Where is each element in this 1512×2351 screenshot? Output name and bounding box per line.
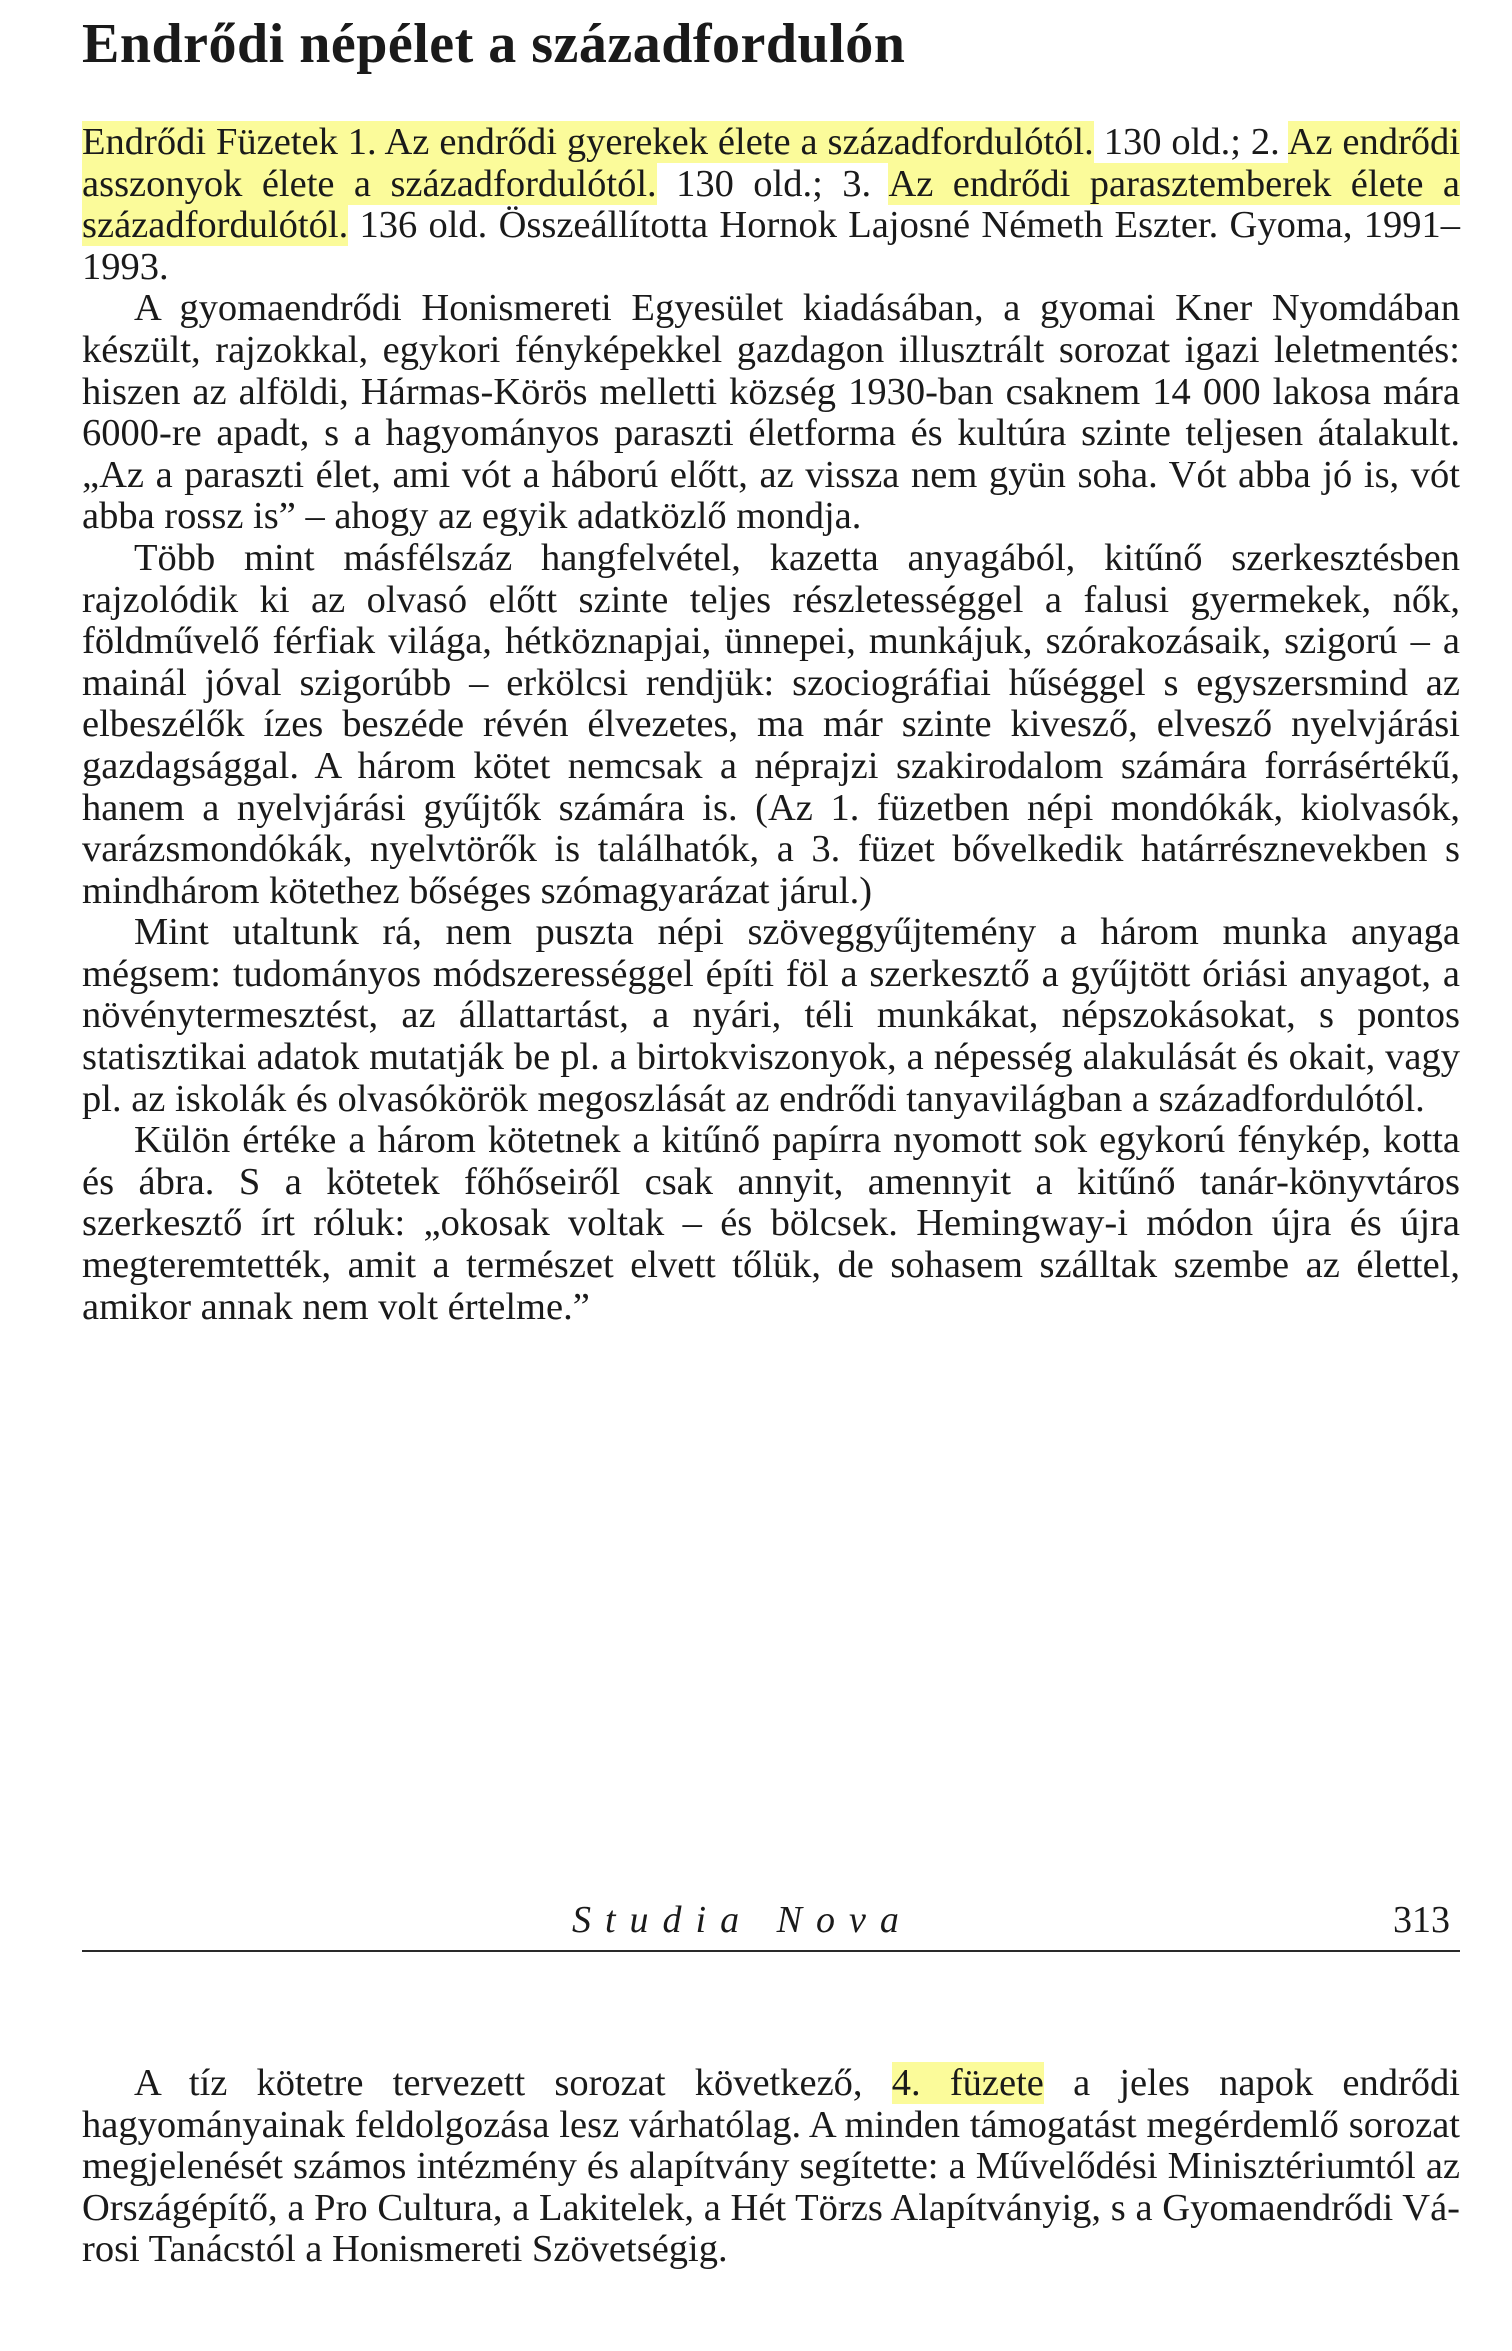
continuation-text: [82, 2063, 1460, 2271]
body-paragraph: Külön értéke a három kötetnek a kitűnő papírra nyomott sok egykorú fénykép, kotta és ábra. S a kötetek főhőseiről csak annyit, amennyit a kitűnő tanár-könyvtáros szerkesztő írt róluk: „okosak voltak – és bölcsek. Hemingway-i módon újra és újra megteremtették, amit a természet elvett tőlük, de sohasem szálltak szembe az élettel, amikor annak nem volt értelme.”: [82, 1119, 1460, 1328]
continuation-text-part: A tíz kötetre tervezett sorozat következő,: [134, 2062, 892, 2104]
continuation-text-part: a jeles napok endrődi hagyományainak feldolgozása lesz várhatólag. A minden támogatást megérdemlő sorozat megjelenését számos intézmény és alapítvány segítette: a Művelődési Minisztériumtól az Országépítő, a Pro Cultura, a Lakitelek, a Hét Törzs Alapítványig, s a Gyomaendrődi Városi Tanácstól a Honismereti Szövetségig.: [82, 2062, 1460, 2271]
citation-text: 130 old.; 2.: [1093, 121, 1288, 163]
highlighted-citation-volume-2: Az endrődi asszonyok élete a századfordulótól.: [82, 121, 1461, 205]
review-body: [82, 122, 1460, 1328]
body-paragraph: Több mint másfélszáz hangfelvétel, kazetta anyagából, kitűnő szerkesztésben rajzolódik ki az olvasó előtt szinte teljes részletességgel a falusi gyermekek, nők, földművelő férfiak világa, hétköznapjai, ünnepei, munkájuk, szórakozásaik, szigorú – a mainál jóval szigorúbb – erkölcsi rendjük: szociográfiai hűséggel s egyszersmind az elbeszélők ízes beszéde révén élvezetes, ma már szinte kivesző, elvesző nyelvjárási gazdagsággal. A három kötet nemcsak a néprajzi szakirodalom számára forrásértékű, hanem a nyelvjárási gyűjtők számára is. (Az 1. füzetben népi mondókák, kiolvasók, varázsmondókák, nyelvtörők is találhatók, a 3. füzet bővelkedik határrésznevekben s mindhárom kötethez bőséges szómagyarázat járul.): [82, 536, 1460, 912]
highlighted-citation-volume-1: Endrődi Füzetek 1. Az endrődi gyerekek élete a századfordulótól.: [82, 121, 1094, 163]
body-paragraph: Mint utaltunk rá, nem puszta népi szöveggyűjtemény a három munka anyaga mégsem: tudományos módszerességgel építi föl a szerkesztő a gyűjtött óriási anyagot, a növénytermesztést, az állattartást, a nyári, téli munkákat, népszokásokat, s pontos statisztikai adatok mutatják be pl. a birtokviszonyok, a népesség alakulását és okait, vagy pl. az iskolák és olvasókörök megoszlását az endrődi tanyavilágban a századfordulótól.: [82, 911, 1460, 1120]
page-number: 313: [1393, 1899, 1450, 1941]
citation-paragraph: [82, 122, 1460, 288]
page-footer: [82, 1896, 1460, 1952]
page-title: Endrődi népélet a századfordulón: [82, 13, 906, 75]
journal-name: Studia Nova: [572, 1899, 913, 1941]
body-paragraph: A gyomaendrődi Honismereti Egyesület kiadásában, a gyomai Kner Nyomdában készült, rajzokkal, egykori fényképekkel gazdagon illusztrált sorozat igazi leletmentés: hiszen az alföldi, Hármas-Körös melletti község 1930-ban csaknem 14 000 lakosa mára 6000-re apadt, s a hagyományos paraszti életforma és kultúra szinte teljesen átalakult. „Az a paraszti élet, ami vót a háború előtt, az vissza nem gyün soha. Vót abba jó is, vót abba rossz is” – ahogy az egyik adatközlő mondja.: [82, 287, 1460, 538]
highlighted-volume-4: 4. füzete: [891, 2062, 1044, 2104]
citation-text: 130 old.; 3.: [656, 162, 889, 205]
highlighted-citation-volume-3: Az endrődi parasztemberek élete a századfordulótól.: [82, 162, 1460, 247]
continuation-paragraph: [82, 2063, 1460, 2271]
citation-text: 136 old. Összeállította Hornok Lajosné Németh Eszter. Gyoma, 1991–1993.: [82, 204, 1460, 288]
